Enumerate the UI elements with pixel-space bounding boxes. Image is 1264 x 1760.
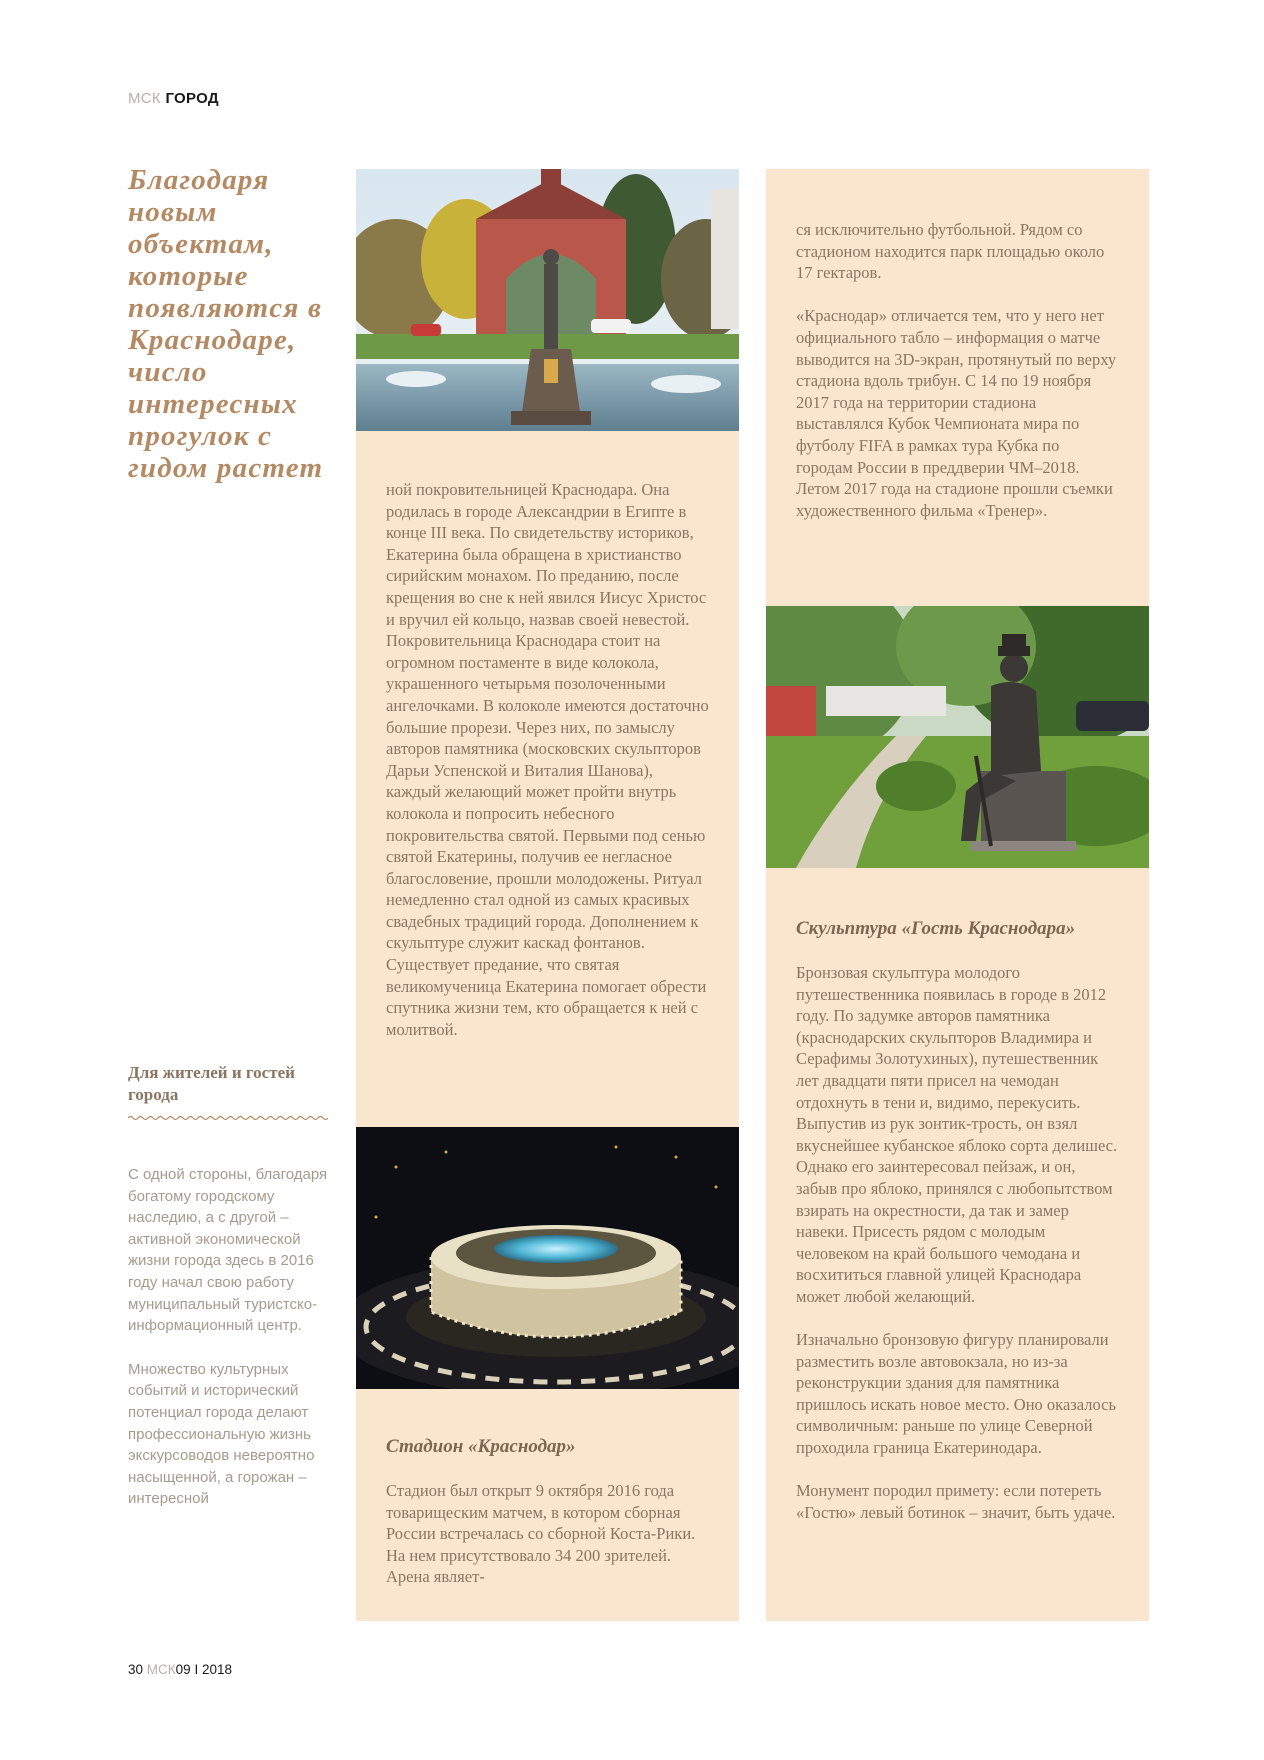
pull-quote: Благодаря новым объектам, которые появляются в Краснодаре, число интересных прогулок с гидом растет [128, 164, 324, 484]
sculpture-text [796, 962, 1120, 1545]
sidebar-heading: Для жителей и гостей города [128, 1063, 295, 1104]
article-paragraph: Монумент породил примету: если потереть «Гостю» левый ботинок – значит, быть удаче. [796, 1481, 1116, 1522]
article-text-middle [386, 479, 710, 1062]
sidebar-paragraph: С одной стороны, благодаря богатому городскому наследию, а с другой – активной экономической жизни города здесь в 2016 году начал свою работу муниципальный туристско-информационный центр. [128, 1166, 328, 1335]
section-name: ГОРОД [165, 90, 219, 107]
section-label [128, 90, 219, 107]
article-paragraph: Стадион был открыт 9 октября 2016 года товарищеским матчем, в котором сборная России встречалась со сборной Коста-Рики. На нем присутствовало 34 200 зрителей. Арена являет- [386, 1481, 696, 1587]
photo-stadium-krasnodar [356, 1127, 739, 1389]
article-paragraph: ной покровительницей Краснодара. Она родилась в городе Александрии в Египте в конце III века. По свидетельству историков, Екатерина была обращена в христианство сирийским монахом. По преданию, после крещения во сне к ней явился Иисус Христос и вручил ей кольцо, назвав своей невестой. Покровительница Краснодара стоит на огромном постаменте в виде колокола, украшенного четырьмя позолоченными ангелочками. В колоколе имеются достаточно большие прорези. Через них, по замыслу авторов памятника (московских скульпторов Дарьи Успенской и Виталия Шанова), каждый желающий может пройти внутрь колокола и попросить небесного покровительства святой. Первыми под сенью святой Екатерины, получив ее негласное благословение, прошли молодожены. Ритуал немедленно стал одной из самых красивых свадебных традиций города. Дополнением к скульптуре служит каскад фонтанов. Существует предание, что святая великомученица Екатерина помогает обрести спутника жизни тем, кто обращается к ней с молитвой. [386, 480, 709, 1039]
photo-sculpture-guest [766, 606, 1149, 868]
article-column-middle [356, 169, 739, 1621]
article-paragraph: Изначально бронзовую фигуру планировали разместить возле автовокзала, но из-за реконструкции здания для памятника пришлось искать новое место. Оно оказалось символичным: раньше по улице Северной проходила граница Екатеринодара. [796, 1330, 1117, 1458]
footer-issue: 09 [175, 1662, 191, 1677]
article-paragraph: «Краснодар» отличается тем, что у него нет официального табло – информация о матче выводится на 3D-экран, протянутый по верху стадиона вдоль трибун. С 14 по 19 ноября 2017 года на территории стадиона выставлялся Кубок Чемпионата мира по футболу FIFA в рамках тура Кубка по городам России в преддверии ЧМ–2018. Летом 2017 года на стадионе прошли съемки художественного фильма «Тренер». [796, 306, 1117, 520]
page-footer [128, 1662, 232, 1677]
sidebar-paragraph: Множество культурных событий и исторический потенциал города делают профессиональную жизнь экскурсоводов невероятно насыщенной, а горожан – интересной [128, 1360, 315, 1508]
footer-year: 2018 [201, 1662, 233, 1677]
footer-separator: I [194, 1662, 199, 1677]
wavy-divider [128, 1114, 328, 1122]
article-paragraph: ся исключительно футбольной. Рядом со стадионом находится парк площадью около 17 гектаров. [796, 220, 1105, 283]
page-number: 30 [128, 1662, 144, 1677]
stadium-text [386, 1480, 710, 1610]
article-paragraph: Бронзовая скульптура молодого путешественника появилась в городе в 2012 году. По задумке авторов памятника (краснодарских скульпторов Владимира и Серафимы Золотухиных), путешественник лет двадцати пяти присел на чемодан отдохнуть в тени и, видимо, перекусить. Выпустив из рук зонтик-трость, он взял вкуснейшее кубанское яблоко сорта делишес. Однако его заинтересовал пейзаж, и он, забыв про яблоко, принялся с любопытством взирать на окрестности, да так и замер навеки. Присесть рядом с молодым человеком на край большого чемодана и восхититься главной улицей Краснодара может любой желающий. [796, 963, 1118, 1306]
photo-monument-catherine [356, 169, 739, 431]
article-column-right [766, 169, 1149, 1621]
stadium-heading: Стадион «Краснодар» [386, 1436, 576, 1457]
magazine-name: МСК [128, 90, 161, 107]
sidebar-text [128, 1164, 338, 1532]
sculpture-heading: Скульптура «Гость Краснодара» [796, 918, 1076, 939]
article-text-right [796, 219, 1120, 543]
footer-magazine: МСК [146, 1662, 176, 1677]
